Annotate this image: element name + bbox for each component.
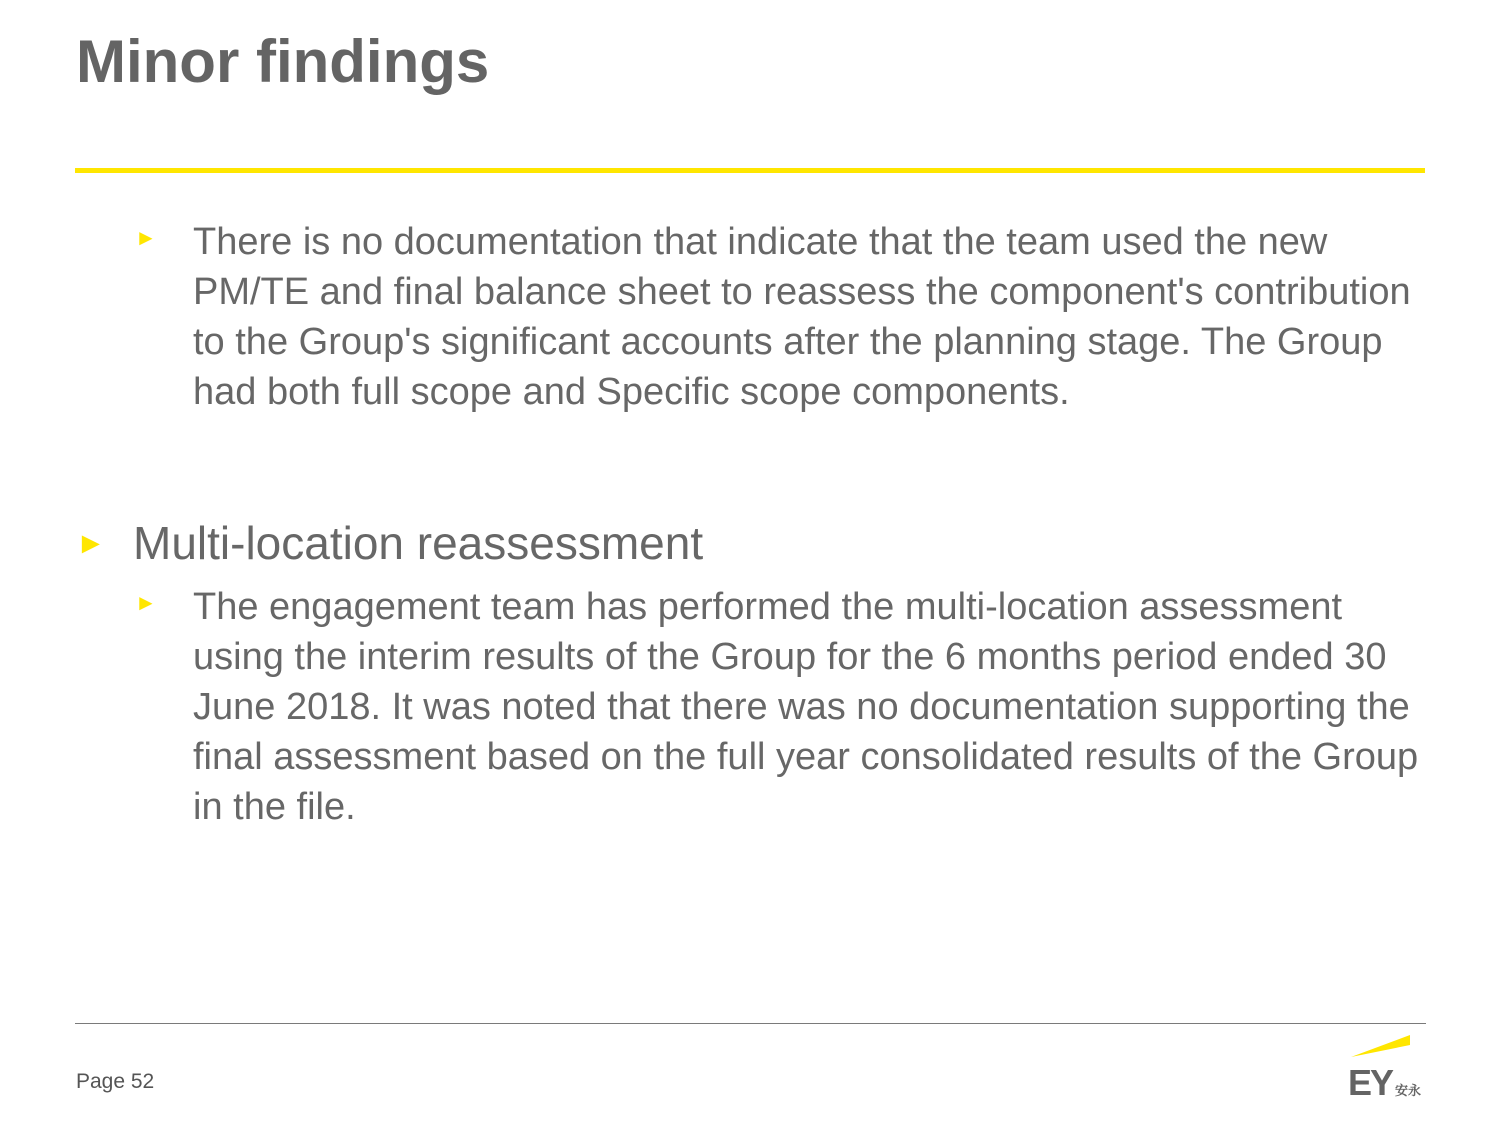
bullet-multi-location-detail-text: The engagement team has performed the multi-location assessment using the interim results of the Group for the 6 months period ended 30 June 2018. It was noted that there was no documentation supporting the final assessment based on the full year consolidated results of the Group in the file. xyxy=(193,586,1419,828)
slide-title: Minor findings xyxy=(76,28,490,95)
bullet-arrow-icon: ► xyxy=(76,527,106,560)
bullet-documentation-text: There is no documentation that indicate that the team used the new PM/TE and final balance sheet to reassess the component's contribution to the Group's significant accounts after the planning stage. The Group had both full scope and Specific scope components. xyxy=(193,221,1411,413)
bullet-multi-location-heading: Multi-location reassessment xyxy=(133,517,704,569)
logo-wordmark: EY xyxy=(1348,1062,1393,1102)
footer-divider xyxy=(75,1023,1426,1024)
ey-logo-icon xyxy=(1345,1032,1427,1102)
title-divider xyxy=(75,168,1425,173)
bullet-arrow-icon: ► xyxy=(135,590,157,615)
bullet-arrow-icon: ► xyxy=(135,225,157,250)
page-number: Page 52 xyxy=(76,1070,155,1093)
logo-chinese: 安永 xyxy=(1395,1084,1422,1099)
